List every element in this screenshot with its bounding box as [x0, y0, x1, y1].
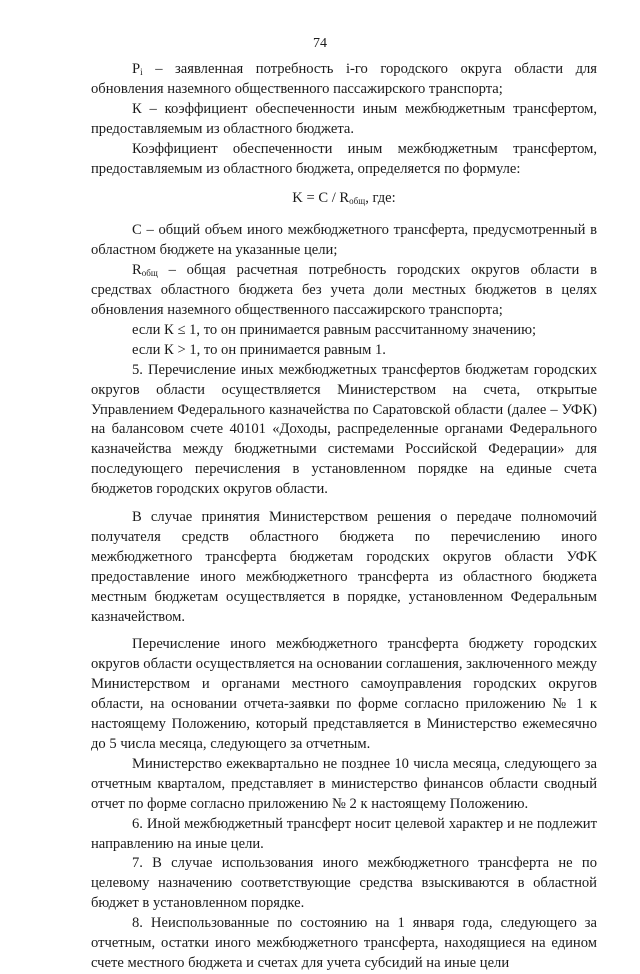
- paragraph-coefficient-intro: Коэффициент обеспеченности иным межбюджетным трансфертом, предоставляемым из областного бюджета, определяется по формуле:: [91, 140, 597, 177]
- paragraph-c-definition: С – общий объем иного межбюджетного трансферта, предусмотренный в областном бюджете на указанные цели;: [91, 222, 597, 259]
- document-body: [91, 60, 597, 974]
- paragraph-pi-definition: $P_i$ – заявленная потребность i-го городского округа области для обновления наземного общественного пассажирского транспорта;: [91, 61, 597, 97]
- paragraph-r-definition: $R_{общ}$ – общая расчетная потребность городских округов области в средствах областного бюджета без учета доли местных бюджетов в целях обновления наземного общественного пассажирского транспорта;: [91, 262, 597, 318]
- paragraph-section-7: 7. В случае использования иного межбюджетного трансферта не по целевому назначению соответствующие средства взыскиваются в областной бюджет в установленном порядке.: [91, 855, 597, 912]
- formula: $K = C / R_{общ}$, где:: [292, 190, 396, 207]
- paragraph-section-8: 8. Неиспользованные по состоянию на 1 января года, следующего за отчетным, остатки иного межбюджетного трансферта, находящиеся на едином счете местного бюджета и счетах для учета субсидий на иные цели: [91, 915, 597, 971]
- paragraph-k-definition: К – коэффициент обеспеченности иным межбюджетным трансфертом, предоставляемым из областного бюджета.: [91, 100, 597, 137]
- paragraph-k-condition-1: если К ≤ 1, то он принимается равным рассчитанному значению;: [132, 321, 537, 338]
- paragraph-transfer-basis: Перечисление иного межбюджетного трансферта бюджету городских округов области осуществляется на основании соглашения, заключенного между Министерством и органами местного самоуправления городских округов области, на основании отчета-заявки по форме согласно приложению № 1 к настоящему Положению, который представляется в Министерство ежемесячно до 5 числа месяца, следующего за отчетным.: [91, 636, 597, 752]
- paragraph-section-5: 5. Перечисление иных межбюджетных трансфертов бюджетам городских округов области осуществляется Министерством на счета, открытые Управлением Федерального казначейства по Саратовской области (далее – УФК) на балансовом счете 40101 «Доходы, распределенные органами Федерального казначейства между бюджетными системами Российской Федерации» для последующего перечисления в установленном порядке на единые счета бюджетов городских округов области.: [91, 361, 597, 498]
- page-number: 74: [313, 36, 327, 51]
- paragraph-ufk-delegation: В случае принятия Министерством решения о передаче полномочий получателя средств областного бюджета по перечислению иного межбюджетного трансферта бюджетам городских округов области УФК предоставление иного межбюджетного трансферта из областного бюджета местным бюджетам осуществляется в порядке, установленном Федеральным казначейством.: [91, 509, 597, 625]
- paragraph-quarterly-report: Министерство ежеквартально не позднее 10 числа месяца, следующего за отчетным кварталом, представляет в министерство финансов области сводный отчет по форме согласно приложению № 2 к настоящему Положению.: [91, 755, 597, 812]
- paragraph-k-condition-2: если К > 1, то он принимается равным 1.: [132, 341, 386, 358]
- paragraph-section-6: 6. Иной межбюджетный трансферт носит целевой характер и не подлежит направлению на иные цели.: [91, 815, 597, 852]
